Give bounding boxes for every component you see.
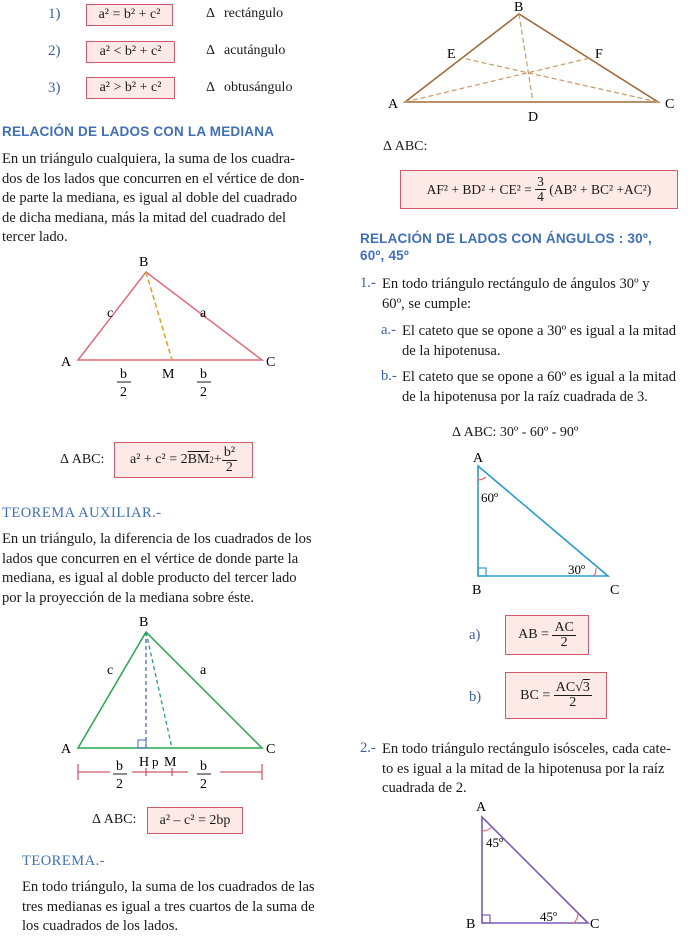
medians-triangle-figure	[380, 0, 690, 130]
half-b-num: b	[200, 367, 207, 382]
vertex-label-a: A	[61, 355, 72, 370]
formula-prefix: Δ ABC:	[383, 139, 428, 154]
item-letter: b.-	[381, 368, 397, 384]
formula-label: a)	[469, 627, 481, 643]
root-value: 3	[582, 680, 590, 695]
half-b-num: b	[120, 367, 127, 382]
median-paragraph	[2, 150, 338, 248]
frac-den: 2	[569, 695, 577, 710]
vertex-label-c: C	[665, 97, 675, 112]
text-line: de dicha mediana, más la mitad del cuadrado del	[2, 209, 287, 226]
formula-part: (AB² + BC² +AC²)	[549, 181, 652, 197]
text-line: En todo triángulo rectángulo isósceles, cada cate-	[382, 741, 671, 757]
text-line: dos de los lados que concurren en el vértice de don-	[2, 170, 305, 187]
median-bd	[519, 14, 533, 102]
vertex-label-c: C	[610, 583, 620, 598]
frac-den: 4	[537, 189, 544, 204]
aux-paragraph	[2, 530, 338, 608]
angle-arc	[594, 568, 596, 576]
relation-type: obtusángulo	[224, 80, 293, 95]
half-b-den: 2	[200, 777, 207, 792]
side-label-a: a	[200, 306, 207, 321]
frac-num: AC	[555, 680, 576, 695]
formula-b-box: BC = $\frac{AC√3}{2}$	[505, 672, 607, 719]
item-letter: a.-	[381, 322, 396, 338]
vertex-label-a: A	[61, 742, 72, 757]
relation-type: acutángulo	[224, 43, 286, 58]
right-angle-mark	[478, 568, 486, 576]
item-number: 2.-	[360, 740, 376, 756]
angle-c-label: 45º	[540, 909, 558, 924]
median-ce	[462, 58, 658, 102]
formula-part: AF² + BD² + CE² =	[426, 181, 532, 197]
text-line: En un triángulo cualquiera, la suma de los cuadra-	[2, 151, 295, 167]
formula-part: BC =	[520, 687, 551, 703]
formula-part: a² + c² = 2	[129, 452, 188, 467]
text-line: lados que concurren en el vértice de donde parte la	[2, 550, 299, 567]
delta-symbol: Δ	[206, 6, 216, 21]
triangle-caption: Δ ABC: 30º - 60º - 90º	[452, 425, 579, 440]
text-line: de la hipotenusa.	[402, 342, 501, 359]
text-line: los cuadrados de los lados.	[22, 918, 179, 935]
angles-heading-line1: RELACIÓN DE LADOS CON ÁNGULOS : 30º,	[360, 231, 652, 246]
text-line: mediana, es igual al doble producto del tercer lado	[2, 570, 297, 587]
half-b-num: b	[200, 759, 207, 774]
median-line	[146, 272, 172, 360]
text-line: El cateto que se opone a 30º es igual a la mitad	[402, 323, 677, 339]
point-label-f: F	[595, 47, 603, 62]
item2-text	[382, 740, 698, 799]
point-label-d: D	[528, 110, 539, 125]
point-label-m: M	[164, 755, 177, 770]
formula-part: +	[213, 452, 222, 467]
half-b-den: 2	[120, 385, 127, 400]
text-line: 60º, se cumple:	[382, 295, 472, 312]
text-line: tres medianas es igual a tres cuartos de la suma de	[22, 898, 315, 915]
triangle-shape	[78, 272, 262, 360]
item1-text	[382, 275, 698, 314]
median-line	[146, 632, 172, 748]
item-a-text	[402, 322, 698, 361]
text-line: de parte la mediana, es igual al doble del cuadrado	[2, 190, 297, 207]
formula-prefix: Δ ABC:	[60, 452, 105, 467]
theorem-paragraph	[22, 878, 338, 937]
aux-formula-box: a² – c² = 2bp	[147, 807, 243, 834]
triangle-shape	[78, 632, 262, 748]
text-line: En un triángulo, la diferencia de los cuadrados de los	[2, 531, 312, 547]
item-number: 1.-	[360, 275, 376, 291]
text-line: de la hipotenusa por la raíz cuadrada de 3.	[402, 388, 648, 405]
angle-30-label: 30º	[568, 562, 586, 577]
delta-symbol: Δ	[206, 43, 216, 58]
aux-heading: TEOREMA AUXILIAR.-	[2, 505, 162, 521]
triangle-30-60-90-figure	[460, 448, 640, 598]
half-b-den: 2	[200, 385, 207, 400]
aux-triangle-figure	[0, 610, 340, 800]
isosceles-right-triangle-figure	[460, 795, 640, 931]
text-line: por la proyección de la mediana sobre éste.	[2, 589, 255, 606]
text-line: En todo triángulo rectángulo de ángulos 30º y	[382, 276, 650, 292]
medians-formula-box	[400, 170, 678, 209]
median-formula-box	[114, 442, 253, 478]
half-b-den: 2	[116, 777, 123, 792]
side-label-c: c	[107, 306, 114, 321]
right-angle-mark	[138, 740, 146, 748]
vertex-label-c: C	[266, 355, 276, 370]
text-line: cuadrada de 2.	[382, 780, 467, 797]
point-label-m: M	[162, 367, 175, 382]
text-line: tercer lado.	[2, 229, 68, 246]
formula-part: AB =	[518, 627, 549, 642]
delta-symbol: Δ	[206, 80, 216, 95]
vertex-label-a: A	[476, 800, 487, 815]
angle-arc	[574, 913, 578, 923]
frac-den: 2	[225, 459, 233, 475]
relation-formula: a² < b² + c²	[86, 41, 175, 63]
angles-heading-line2: 60º, 45º	[360, 248, 409, 263]
right-angle-mark	[482, 915, 490, 923]
text-line: El cateto que se opone a 60º es igual a la mitad	[402, 369, 677, 385]
relation-type: rectángulo	[224, 6, 284, 21]
label-p: p	[152, 754, 159, 769]
angle-60-label: 60º	[481, 490, 499, 505]
point-label-h: H	[139, 755, 150, 770]
formula-part: 2	[209, 455, 214, 465]
vertex-label-a: A	[473, 451, 484, 466]
text-line: En todo triángulo, la suma de los cuadrados de las	[22, 879, 315, 895]
item-b-text	[402, 368, 698, 407]
half-b-num: b	[116, 759, 123, 774]
frac-num: 3	[537, 174, 544, 189]
vertex-label-b: B	[139, 615, 149, 630]
formula-prefix: Δ ABC:	[92, 812, 137, 827]
relation-formula: a² > b² + c²	[86, 77, 175, 99]
frac-num: AC	[554, 619, 574, 635]
vertex-label-c: C	[590, 917, 600, 931]
point-label-e: E	[447, 47, 456, 62]
formula-label: b)	[469, 689, 482, 705]
angle-arc	[482, 827, 492, 831]
angle-arc	[478, 477, 486, 480]
frac-den: 2	[560, 634, 568, 650]
relation-number: 3)	[48, 80, 61, 96]
triangle-shape	[478, 466, 608, 576]
vertex-label-c: C	[266, 742, 276, 757]
relation-number: 1)	[48, 6, 61, 22]
formula-part: $\overline{BM}$	[187, 452, 210, 467]
vertex-label-b: B	[472, 583, 482, 598]
formula-a-box	[505, 615, 589, 655]
vertex-label-b: B	[466, 917, 476, 931]
relation-number: 2)	[48, 43, 61, 59]
vertex-label-a: A	[388, 97, 399, 112]
vertex-label-b: B	[139, 255, 149, 270]
triangle-shape	[482, 817, 588, 923]
side-label-c: c	[107, 663, 114, 678]
vertex-label-b: B	[514, 0, 524, 15]
frac-num: b²	[223, 444, 236, 460]
median-heading: RELACIÓN DE LADOS CON LA MEDIANA	[2, 124, 275, 139]
median-triangle-figure	[0, 250, 340, 410]
angle-a-label: 45º	[486, 835, 504, 850]
relation-formula: a² = b² + c²	[86, 4, 173, 26]
text-line: to es igual a la mitad de la hipotenusa por la raíz	[382, 760, 665, 777]
side-label-a: a	[200, 663, 207, 678]
theorem-heading: TEOREMA.-	[22, 853, 106, 869]
